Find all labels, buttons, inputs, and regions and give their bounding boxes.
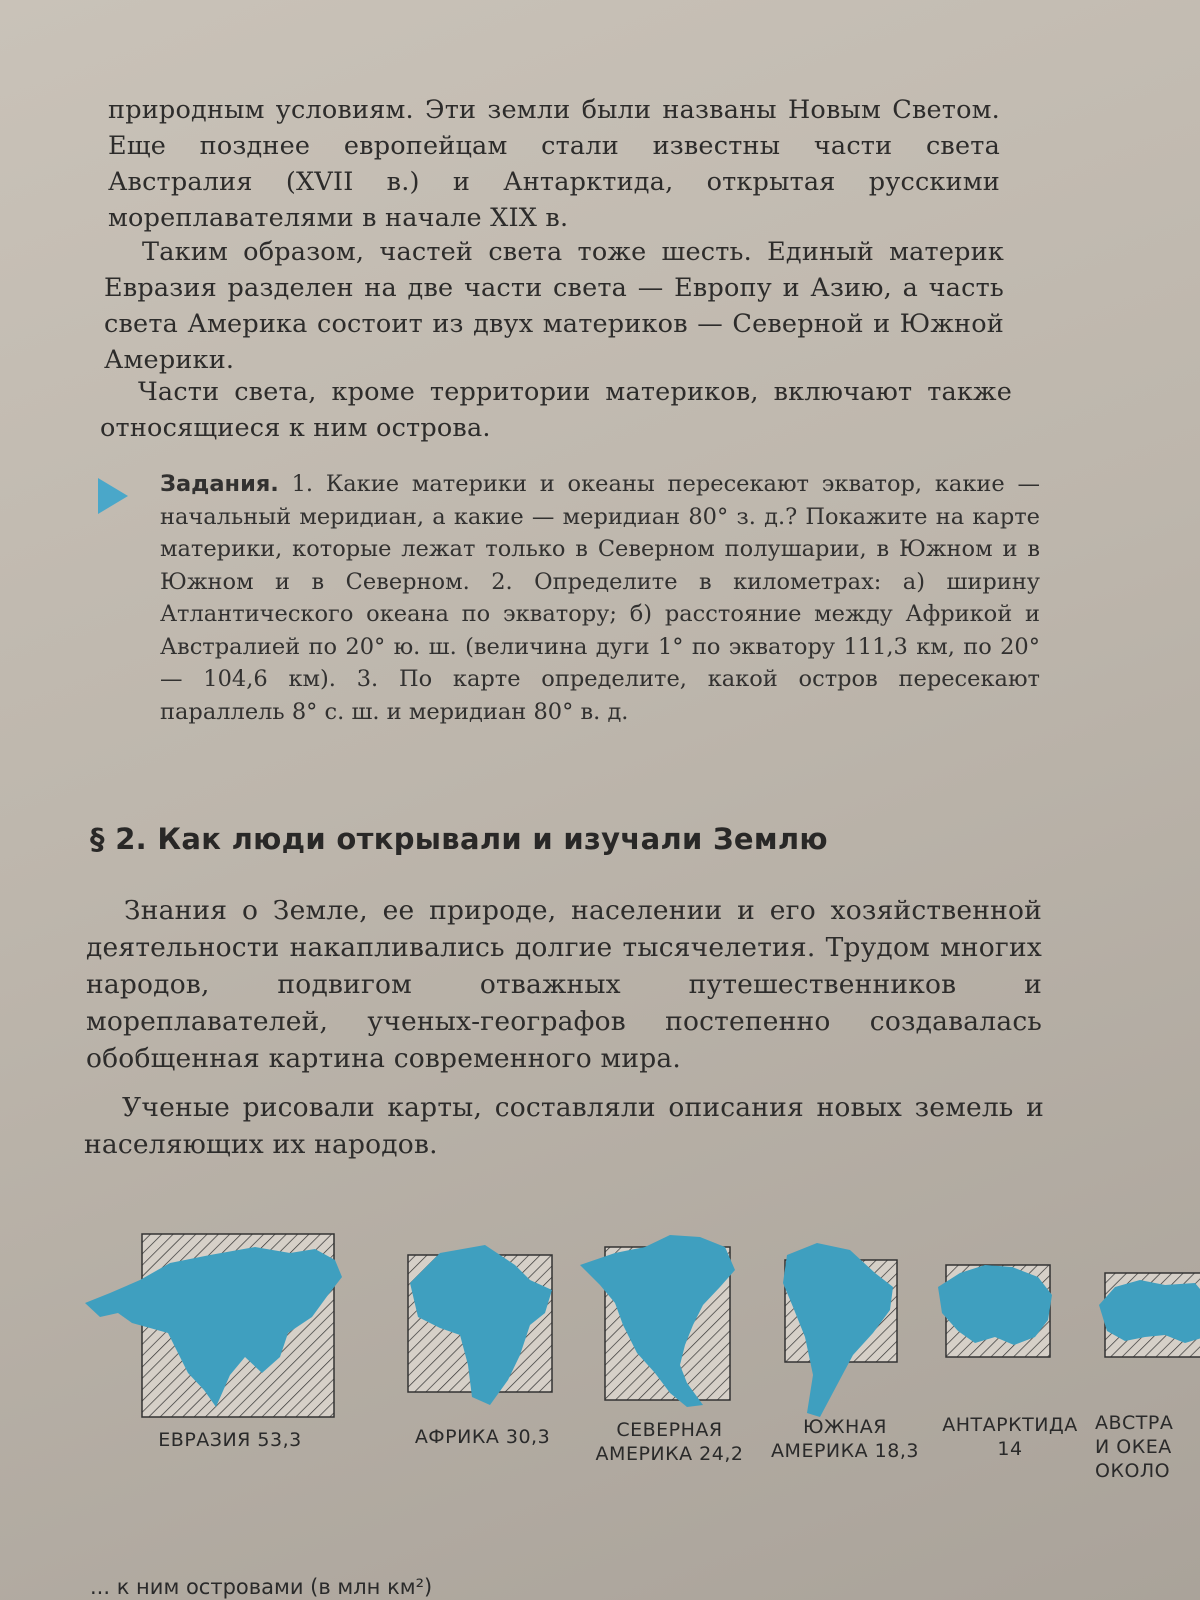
task-block [160,468,1040,728]
australia-map [1095,1225,1200,1365]
section-paragraph-1: Знания о Земле, ее природе, населении и его хозяйственной деятельности накапливались долгие тысячелетия. Трудом многих народов, подвигом отважных путешественников и мореплавателей, ученых-географов постепенно создавалась обобщенная картина современного мира. [86,895,1042,1074]
africa-map [400,1225,560,1425]
north-america-map [575,1225,755,1425]
figure-caption-fragment: ... к ним островами (в млн км²) [90,1575,433,1599]
caption-north-america: СЕВЕРНАЯ АМЕРИКА 24,2 [595,1419,744,1465]
caption-australia: АВСТРА И ОКЕА ОКОЛО [1095,1412,1174,1482]
section-paragraph-2: Ученые рисовали карты, составляли описания новых земель и населяющих их народов. [84,1092,1044,1160]
caption-eurasia: ЕВРАЗИЯ 53,3 [158,1429,302,1451]
task-marker-icon [98,478,128,514]
task-lead: Задания. [160,471,279,497]
section-heading: § 2. Как люди открывали и изучали Землю [90,822,828,856]
paragraph-3: Части света, кроме территории материков, включают также относящиеся к ним острова. [100,377,1012,443]
south-america-map [775,1225,905,1425]
antarctica-map [930,1225,1060,1365]
continents-figure [0,1225,1200,1525]
eurasia-map [80,1225,340,1425]
paragraph-2: Таким образом, частей света тоже шесть. Единый материк Евразия разделен на две части света — Европу и Азию, а часть света Америка состоит из двух материков — Северной и Южной Америки. [104,237,1004,375]
paragraph-1: природным условиям. Эти земли были названы Новым Светом. Еще позднее европейцам стали известны части света Австралия (XVII в.) и Антарктида, открытая русскими мореплавателями в начале XIX в. [108,95,1000,233]
task-text: 1. Какие материки и океаны пересекают экватор, какие — начальный меридиан, а какие — меридиан 80° з. д.? Покажите на карте материки, которые лежат только в Северном полушарии, в Южном и в Южном и в Северном. 2. Определите в километрах: а) ширину Атлантического океана по экватору; б) расстояние между Африкой и Австралией по 20° ю. ш. (величина дуги 1° по экватору 111,3 км, по 20° — 104,6 км). 3. По карте определите, какой остров пересекают параллель 8° с. ш. и меридиан 80° в. д. [160,471,1040,725]
caption-south-america: ЮЖНАЯ АМЕРИКА 18,3 [771,1416,919,1462]
caption-africa: АФРИКА 30,3 [414,1426,551,1448]
caption-antarctica: АНТАРКТИДА 14 [942,1414,1078,1460]
